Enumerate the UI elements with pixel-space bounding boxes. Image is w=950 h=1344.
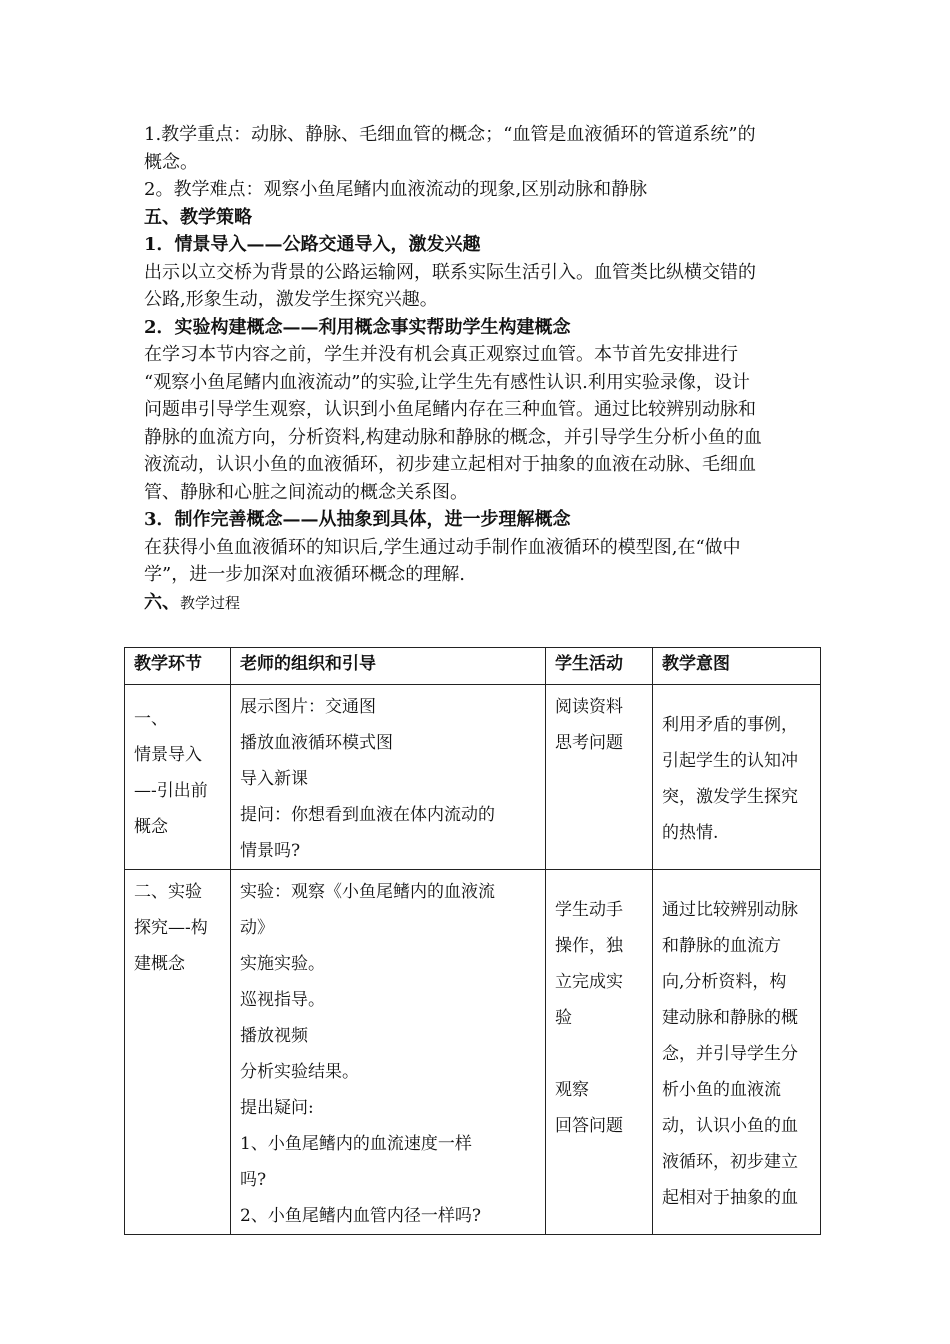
cell-line: 观察 <box>555 1080 589 1100</box>
cell-line: 动》 <box>240 918 274 938</box>
cell-line: 操作，独 <box>555 936 623 956</box>
cell-line: 播放血液循环模式图 <box>240 733 393 753</box>
strategy-3-title: 3．制作完善概念——从抽象到具体，进一步理解概念 <box>144 509 571 530</box>
row1-intent-cell <box>653 685 821 870</box>
strategy-1-text: 公路,形象生动，激发学生探究兴趣。 <box>144 289 438 310</box>
cell-line: 和静脉的血流方 <box>662 936 781 956</box>
cell-line: 建动脉和静脉的概 <box>662 1008 798 1028</box>
cell-line: 吗? <box>240 1170 267 1190</box>
strategy-2-title: 2．实验构建概念——利用概念事实帮助学生构建概念 <box>144 316 571 338</box>
cell-line: 析小鱼的血液流 <box>662 1080 781 1100</box>
cell-line: 引起学生的认知冲 <box>662 751 798 771</box>
cell-line: 思考问题 <box>555 733 623 753</box>
section-6-title: 教学过程 <box>180 593 241 612</box>
strategy-3-text: 在获得小鱼血液循环的知识后,学生通过动手制作血液循环的模型图,在“做中 <box>144 536 741 558</box>
cell-line: 实施实验。 <box>240 954 325 974</box>
cell-spacer <box>555 1036 644 1072</box>
cell-line: 导入新课 <box>240 769 308 789</box>
cell-line: 通过比较辨别动脉 <box>662 900 798 920</box>
cell-line: 回答问题 <box>555 1116 623 1136</box>
cell-line: 1、小鱼尾鳍内的血流速度一样 <box>240 1134 472 1154</box>
table-row <box>125 685 821 870</box>
row2-student-cell <box>546 870 653 1235</box>
cell-line: 探究—-构 <box>134 918 208 938</box>
key-point-line-cont: 概念。 <box>144 151 198 173</box>
section-6-heading <box>144 589 824 617</box>
cell-line: 阅读资料 <box>555 697 623 717</box>
cell-line: 提出疑问: <box>240 1098 314 1118</box>
row1-stage-cell <box>125 685 231 870</box>
section-6-number: 六、 <box>144 591 180 613</box>
cell-line: 情景导入 <box>134 745 202 765</box>
cell-line: 巡视指导。 <box>240 990 325 1010</box>
row2-stage-cell <box>125 870 231 1235</box>
key-point-line: 1.教学重点：动脉、静脉、毛细血管的概念；“血管是血液循环的管道系统”的 <box>144 124 756 145</box>
cell-line: 利用矛盾的事例， <box>662 715 798 735</box>
row2-teacher-cell <box>231 870 546 1235</box>
section-5-heading: 五、教学策略 <box>144 206 252 228</box>
cell-line: 播放视频 <box>240 1026 308 1046</box>
cell-line: 验 <box>555 1008 572 1028</box>
table-header-row <box>125 648 821 685</box>
header-intent: 教学意图 <box>653 648 821 685</box>
cell-line: 2、小鱼尾鳍内血管内径一样吗? <box>240 1206 481 1226</box>
teaching-process-table <box>124 647 821 1235</box>
cell-line: 实验：观察《小鱼尾鳍内的血液流 <box>240 882 495 902</box>
cell-line: 向,分析资料，构 <box>662 972 787 992</box>
strategy-3-text: 学”，进一步加深对血液循环概念的理解. <box>144 564 465 585</box>
cell-line: 动，认识小鱼的血 <box>662 1116 798 1136</box>
cell-line: 提问：你想看到血液在体内流动的 <box>240 805 495 825</box>
cell-line: 情景吗? <box>240 841 301 861</box>
strategy-2-text: 静脉的血流方向，分析资料,构建动脉和静脉的概念，并引导学生分析小鱼的血 <box>144 426 762 448</box>
cell-line: 建概念 <box>134 954 185 974</box>
row1-teacher-cell <box>231 685 546 870</box>
table-row <box>125 870 821 1235</box>
cell-line: 概念 <box>134 817 168 837</box>
cell-line: 起相对于抽象的血 <box>662 1188 798 1208</box>
strategy-2-text: 液流动，认识小鱼的血液循环，初步建立起相对于抽象的血液在动脉、毛细血 <box>144 454 756 475</box>
cell-line: 的热情. <box>662 823 719 843</box>
strategy-2-text: 问题串引导学生观察，认识到小鱼尾鳍内存在三种血管。通过比较辨别动脉和 <box>144 399 756 420</box>
row2-intent-cell <box>653 870 821 1235</box>
cell-line: 二、实验 <box>134 882 202 902</box>
strategy-2-text: “观察小鱼尾鳍内血液流动”的实验,让学生先有感性认识.利用实验录像，设计 <box>144 371 750 393</box>
cell-line: 学生动手 <box>555 900 623 920</box>
cell-line: 分析实验结果。 <box>240 1062 359 1082</box>
cell-line: 一、 <box>134 709 168 729</box>
cell-line: 展示图片：交通图 <box>240 697 376 717</box>
strategy-1-text: 出示以立交桥为背景的公路运输网，联系实际生活引入。血管类比纵横交错的 <box>144 261 756 283</box>
cell-line: 念，并引导学生分 <box>662 1044 798 1064</box>
header-stage: 教学环节 <box>125 648 231 685</box>
header-teacher: 老师的组织和引导 <box>231 648 546 685</box>
strategy-1-title: 1．情景导入——公路交通导入，激发兴趣 <box>144 234 481 255</box>
cell-line: 立完成实 <box>555 972 623 992</box>
cell-line: 突，激发学生探究 <box>662 787 798 807</box>
strategy-2-text: 管、静脉和心脏之间流动的概念关系图。 <box>144 481 468 503</box>
row1-student-cell <box>546 685 653 870</box>
cell-line: —-引出前 <box>134 781 208 801</box>
header-student: 学生活动 <box>546 648 653 685</box>
document-body <box>144 121 824 616</box>
cell-line: 液循环，初步建立 <box>662 1152 798 1172</box>
difficulty-line: 2。教学难点：观察小鱼尾鳍内血液流动的现象,区别动脉和静脉 <box>144 179 648 200</box>
strategy-2-text: 在学习本节内容之前，学生并没有机会真正观察过血管。本节首先安排进行 <box>144 344 738 365</box>
